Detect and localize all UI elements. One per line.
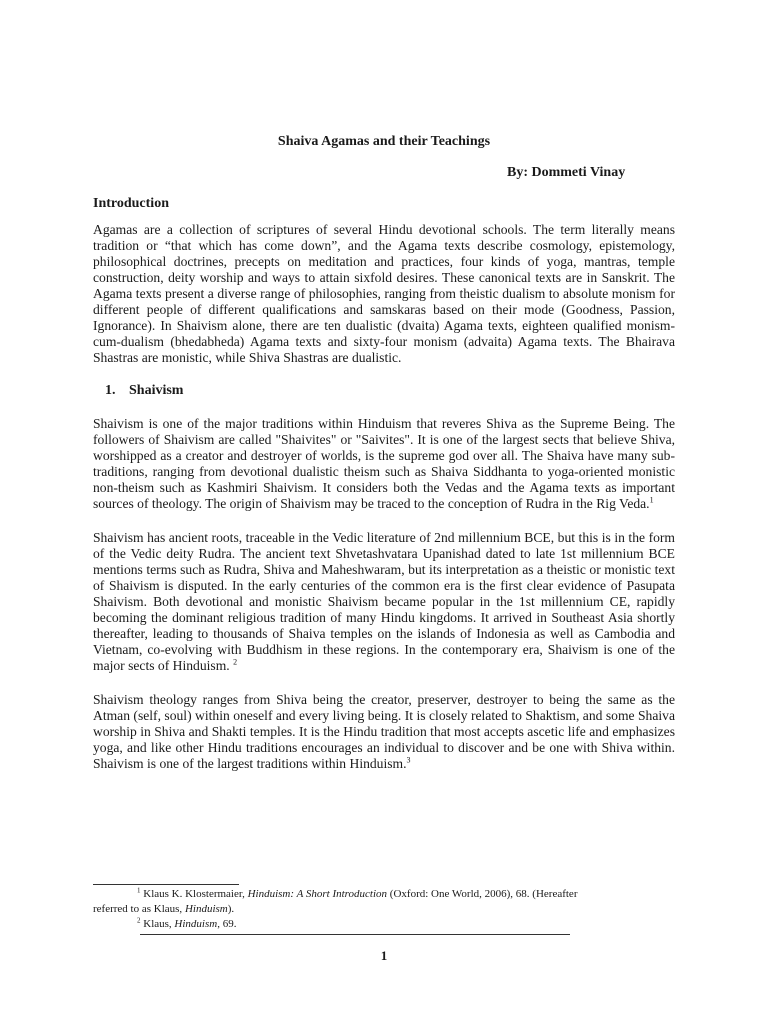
footnote-marker: 2 [137, 916, 141, 925]
author-line: By: Dommeti Vinay [507, 165, 626, 180]
footnote-author: Klaus, [143, 918, 175, 930]
shaivism-paragraph-3 [93, 692, 675, 772]
introduction-paragraph: Agamas are a collection of scriptures of several Hindu devotional schools. The term literally means tradition or “that which has come down”, and the Agama texts describe cosmology, epistemology, philosophical doctrines, precepts on meditation and practices, four kinds of yoga, mantras, temple construction, deity worship and ways to attain sixfold desires. These canonical texts are in Sanskrit. The Agama texts present a diverse range of philosophies, ranging from theistic dualism to absolute monism for different people of different qualifications and samskaras based on their mode (Goodness, Passion, Ignorance). In Shaivism alone, there are ten dualistic (dvaita) Agama texts, eighteen qualified monism-cum-dualism (bhedabheda) Agama texts and sixty-four monism (advaita) Agama texts. The Bhairava Shastras are monistic, while Shiva Shastras are dualistic. [93, 222, 675, 365]
footnote-work-title: Hinduism [174, 918, 218, 930]
page-bottom-rule [140, 934, 570, 935]
paragraph-text: Shaivism is one of the major traditions within Hinduism that reveres Shiva as the Supreme Being. The followers of Shaivism are called "Shaivites" or "Saivites". It is one of the largest sects that believe Shiva, worshipped as a creator and destroyer of worlds, is the supreme god over all. The Shaiva have many sub-traditions, ranging from devotional dualistic theism such as Shaiva Siddhanta to yoga-oriented monistic non-theism such as Kashmiri Shaivism. It considers both the Vedas and the Agama texts as important sources of theology. The origin of Shaivism may be traced to the conception of Rudra in the Rig Veda. [93, 416, 675, 511]
footnote-reference-2[interactable]: 2 [233, 657, 238, 667]
footnote-details: , 69. [217, 918, 237, 930]
footnote-reference-3[interactable]: 3 [406, 755, 411, 765]
document-title: Shaiva Agamas and their Teachings [277, 134, 491, 149]
footnote-author: Klaus K. Klostermaier, [143, 888, 248, 900]
section-number: 1. [105, 383, 116, 398]
footnote-1 [93, 887, 613, 917]
footnote-reference-1[interactable]: 1 [649, 495, 654, 505]
paragraph-text: Shaivism theology ranges from Shiva being the creator, preserver, destroyer to being the same as the Atman (self, soul) within oneself and every living being. It is closely related to Shaktism, and some Shaiva worship in Shiva and Shakti temples. It is the Hindu tradition that most accepts ascetic life and emphasizes yoga, and like other Hindu traditions encourages an individual to discover and be one with Shiva within. Shaivism is one of the largest traditions within Hinduism. [93, 692, 675, 771]
shaivism-paragraph-2 [93, 530, 675, 674]
section-title: Shaivism [129, 383, 184, 398]
shaivism-paragraph-1 [93, 416, 675, 512]
document-body [93, 196, 675, 772]
footnote-separator [93, 884, 239, 885]
introduction-heading: Introduction [93, 196, 169, 211]
footnote-end: ). [227, 903, 235, 915]
footnotes [93, 887, 613, 932]
footnote-details: (Oxford: One World, 2006), 68. (Hereafter referred to as Klaus, [93, 888, 578, 915]
footnote-short-title: Hinduism [184, 903, 228, 915]
paragraph-text: Shaivism has ancient roots, traceable in the Vedic literature of 2nd millennium BCE, but this is in the form of the Vedic deity Rudra. The ancient text Shvetashvatara Upanishad dated to late 1st millennium BCE mentions terms such as Rudra, Shiva and Maheshwaram, but its interpretation as a theistic or monistic text of Shaivism is disputed. In the early centuries of the common era is the first clear evidence of Pasupata Shaivism. Both devotional and monistic Shaivism became popular in the 1st millennium CE, rapidly becoming the dominant religious tradition of many Hindu kingdoms. It arrived in Southeast Asia shortly thereafter, leading to thousands of Shaiva temples on the islands of Indonesia as well as Cambodia and Vietnam, co-evolving with Buddhism in these regions. In the contemporary era, Shaivism is one of the major sects of Hinduism. [93, 530, 675, 673]
page-number: 1 [380, 948, 388, 963]
footnote-work-title: Hinduism: A Short Introduction [247, 888, 388, 900]
section-heading-shaivism [93, 383, 675, 399]
footnote-2 [93, 917, 613, 932]
footnote-marker: 1 [137, 886, 141, 895]
